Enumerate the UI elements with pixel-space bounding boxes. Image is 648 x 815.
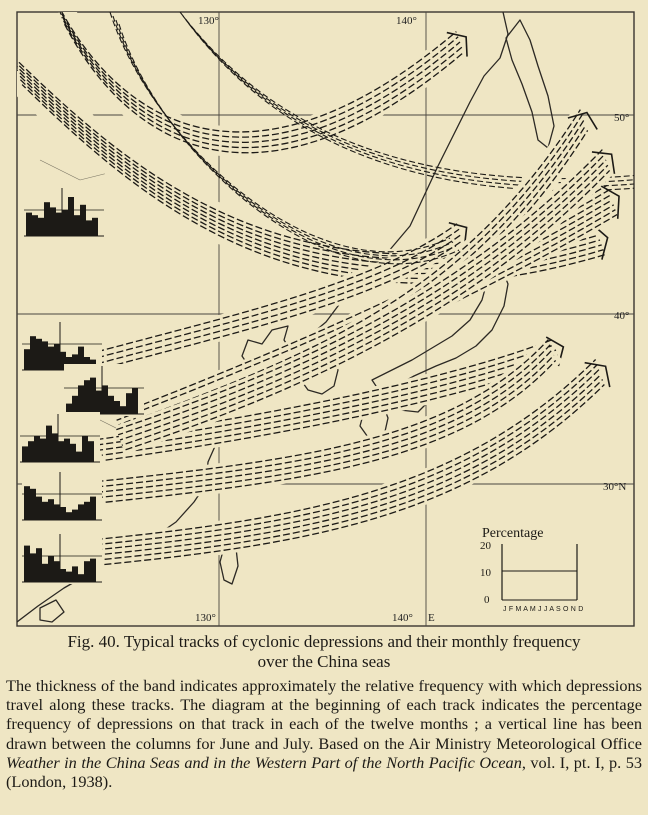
lat-label-50: 50° xyxy=(614,112,630,124)
histogram-bar xyxy=(82,436,88,462)
histogram-bar xyxy=(78,504,84,520)
depression-tracks xyxy=(12,2,648,565)
description-source-title: Weather in the China Seas and in the Western Part of the North Pacific Ocean xyxy=(6,752,522,772)
lon-label-140-top: 140° xyxy=(396,15,417,27)
histogram-bar xyxy=(44,202,50,236)
histogram-bar xyxy=(42,564,48,582)
histogram-bar xyxy=(84,380,90,414)
track-band-line xyxy=(186,20,646,187)
histogram-bar xyxy=(40,439,46,462)
histogram-bar xyxy=(60,569,66,582)
histogram-bar xyxy=(90,559,96,582)
histogram-track-4 xyxy=(22,470,102,522)
histogram-bar xyxy=(72,510,78,520)
hainan-coast xyxy=(40,600,64,622)
map-content xyxy=(12,2,648,626)
histogram-bar xyxy=(30,553,36,582)
histogram-bar xyxy=(36,339,42,370)
histogram-bar xyxy=(62,210,68,236)
caption-line-1: Fig. 40. Typical tracks of cyclonic depressions and their monthly frequency xyxy=(67,632,581,651)
percentage-scale-key xyxy=(480,526,583,613)
caption-line-2: over the China seas xyxy=(257,652,391,671)
sakhalin-coast xyxy=(506,20,554,148)
histogram-bar xyxy=(24,349,30,370)
histogram-bar xyxy=(36,497,42,520)
lon-label-130-bottom: 130° xyxy=(195,612,216,624)
histogram-northwest xyxy=(24,186,104,238)
histogram-bar xyxy=(102,385,108,414)
histogram-bar xyxy=(76,452,82,462)
histogram-bar xyxy=(78,385,84,414)
description-text-1: The thickness of the band indicates approximately the relative frequency with which depressions travel along these tracks. The diagram at the beginning of each track indicates the percentage frequency of depressions on that track in each of the twelve months ; a vertical line has been drawn between the columns for June and July. Based on the Air Ministry Meteorological Office xyxy=(6,676,642,753)
histogram-bar xyxy=(58,441,64,462)
histogram-bar xyxy=(80,205,86,236)
histogram-bar xyxy=(66,572,72,582)
histogram-bar xyxy=(36,548,42,582)
scale-title: Percentage xyxy=(482,526,544,541)
histogram-bar xyxy=(32,215,38,236)
figure-caption xyxy=(0,632,648,672)
histogram-bar xyxy=(24,486,30,520)
lon-label-130-top: 130° xyxy=(198,15,219,27)
histogram-bar xyxy=(60,507,66,520)
histogram-bar xyxy=(56,213,62,236)
histogram-bar xyxy=(120,406,126,414)
histogram-track-5 xyxy=(22,532,102,584)
histogram-bar xyxy=(74,215,80,236)
histogram-bar xyxy=(92,218,98,236)
scale-tick-0: 0 xyxy=(484,594,490,606)
histogram-bar xyxy=(54,344,60,370)
scale-months: J F M A M J J A S O N D xyxy=(503,606,584,613)
histogram-bar xyxy=(72,566,78,582)
histogram-bar xyxy=(132,388,138,414)
lon-label-east: E xyxy=(428,612,435,624)
histogram-bar xyxy=(48,499,54,520)
histogram-bar xyxy=(42,502,48,520)
histogram-bar xyxy=(96,391,102,414)
histogram-bar xyxy=(46,426,52,462)
histogram-bar xyxy=(64,439,70,462)
histogram-bar xyxy=(90,378,96,414)
histogram-bar xyxy=(114,401,120,414)
figure-description xyxy=(6,676,642,791)
histogram-track-2 xyxy=(64,364,144,416)
histogram-bar xyxy=(30,336,36,370)
histogram-bar xyxy=(24,546,30,582)
scale-tick-20: 20 xyxy=(480,540,491,552)
histogram-bar xyxy=(86,220,92,236)
histogram-track-3 xyxy=(20,412,100,464)
histogram-bar xyxy=(34,436,40,462)
histogram-bar xyxy=(48,347,54,370)
histogram-bar xyxy=(88,441,94,462)
scale-tick-10: 10 xyxy=(480,567,491,579)
histogram-bar xyxy=(50,207,56,236)
histogram-bar xyxy=(30,489,36,520)
histogram-bar xyxy=(66,512,72,520)
histogram-bar xyxy=(72,396,78,414)
histogram-bar xyxy=(54,561,60,582)
histogram-bar xyxy=(68,197,74,236)
lat-label-40: 40° xyxy=(614,310,630,322)
description-text-2: , vol. I, pt. I, p. 53 (London, 1938). xyxy=(6,752,643,792)
track-band-line xyxy=(189,24,648,191)
histogram-bar xyxy=(48,556,54,582)
histogram-bar xyxy=(42,341,48,370)
histogram-bar xyxy=(28,441,34,462)
histogram-bar xyxy=(84,502,90,520)
histogram-bar xyxy=(126,393,132,414)
histogram-bar xyxy=(108,396,114,414)
monthly-histograms xyxy=(20,186,144,584)
histogram-bar xyxy=(70,444,76,462)
histogram-bar xyxy=(22,446,28,462)
histogram-bar xyxy=(38,218,44,236)
lat-label-30: 30°N xyxy=(603,481,627,493)
histogram-bar xyxy=(78,574,84,582)
histogram-bar xyxy=(52,433,58,462)
lon-label-140-bottom: 140° xyxy=(392,612,413,624)
histogram-bar xyxy=(26,213,32,236)
histogram-bar xyxy=(90,497,96,520)
histogram-bar xyxy=(54,504,60,520)
histogram-bar xyxy=(84,561,90,582)
